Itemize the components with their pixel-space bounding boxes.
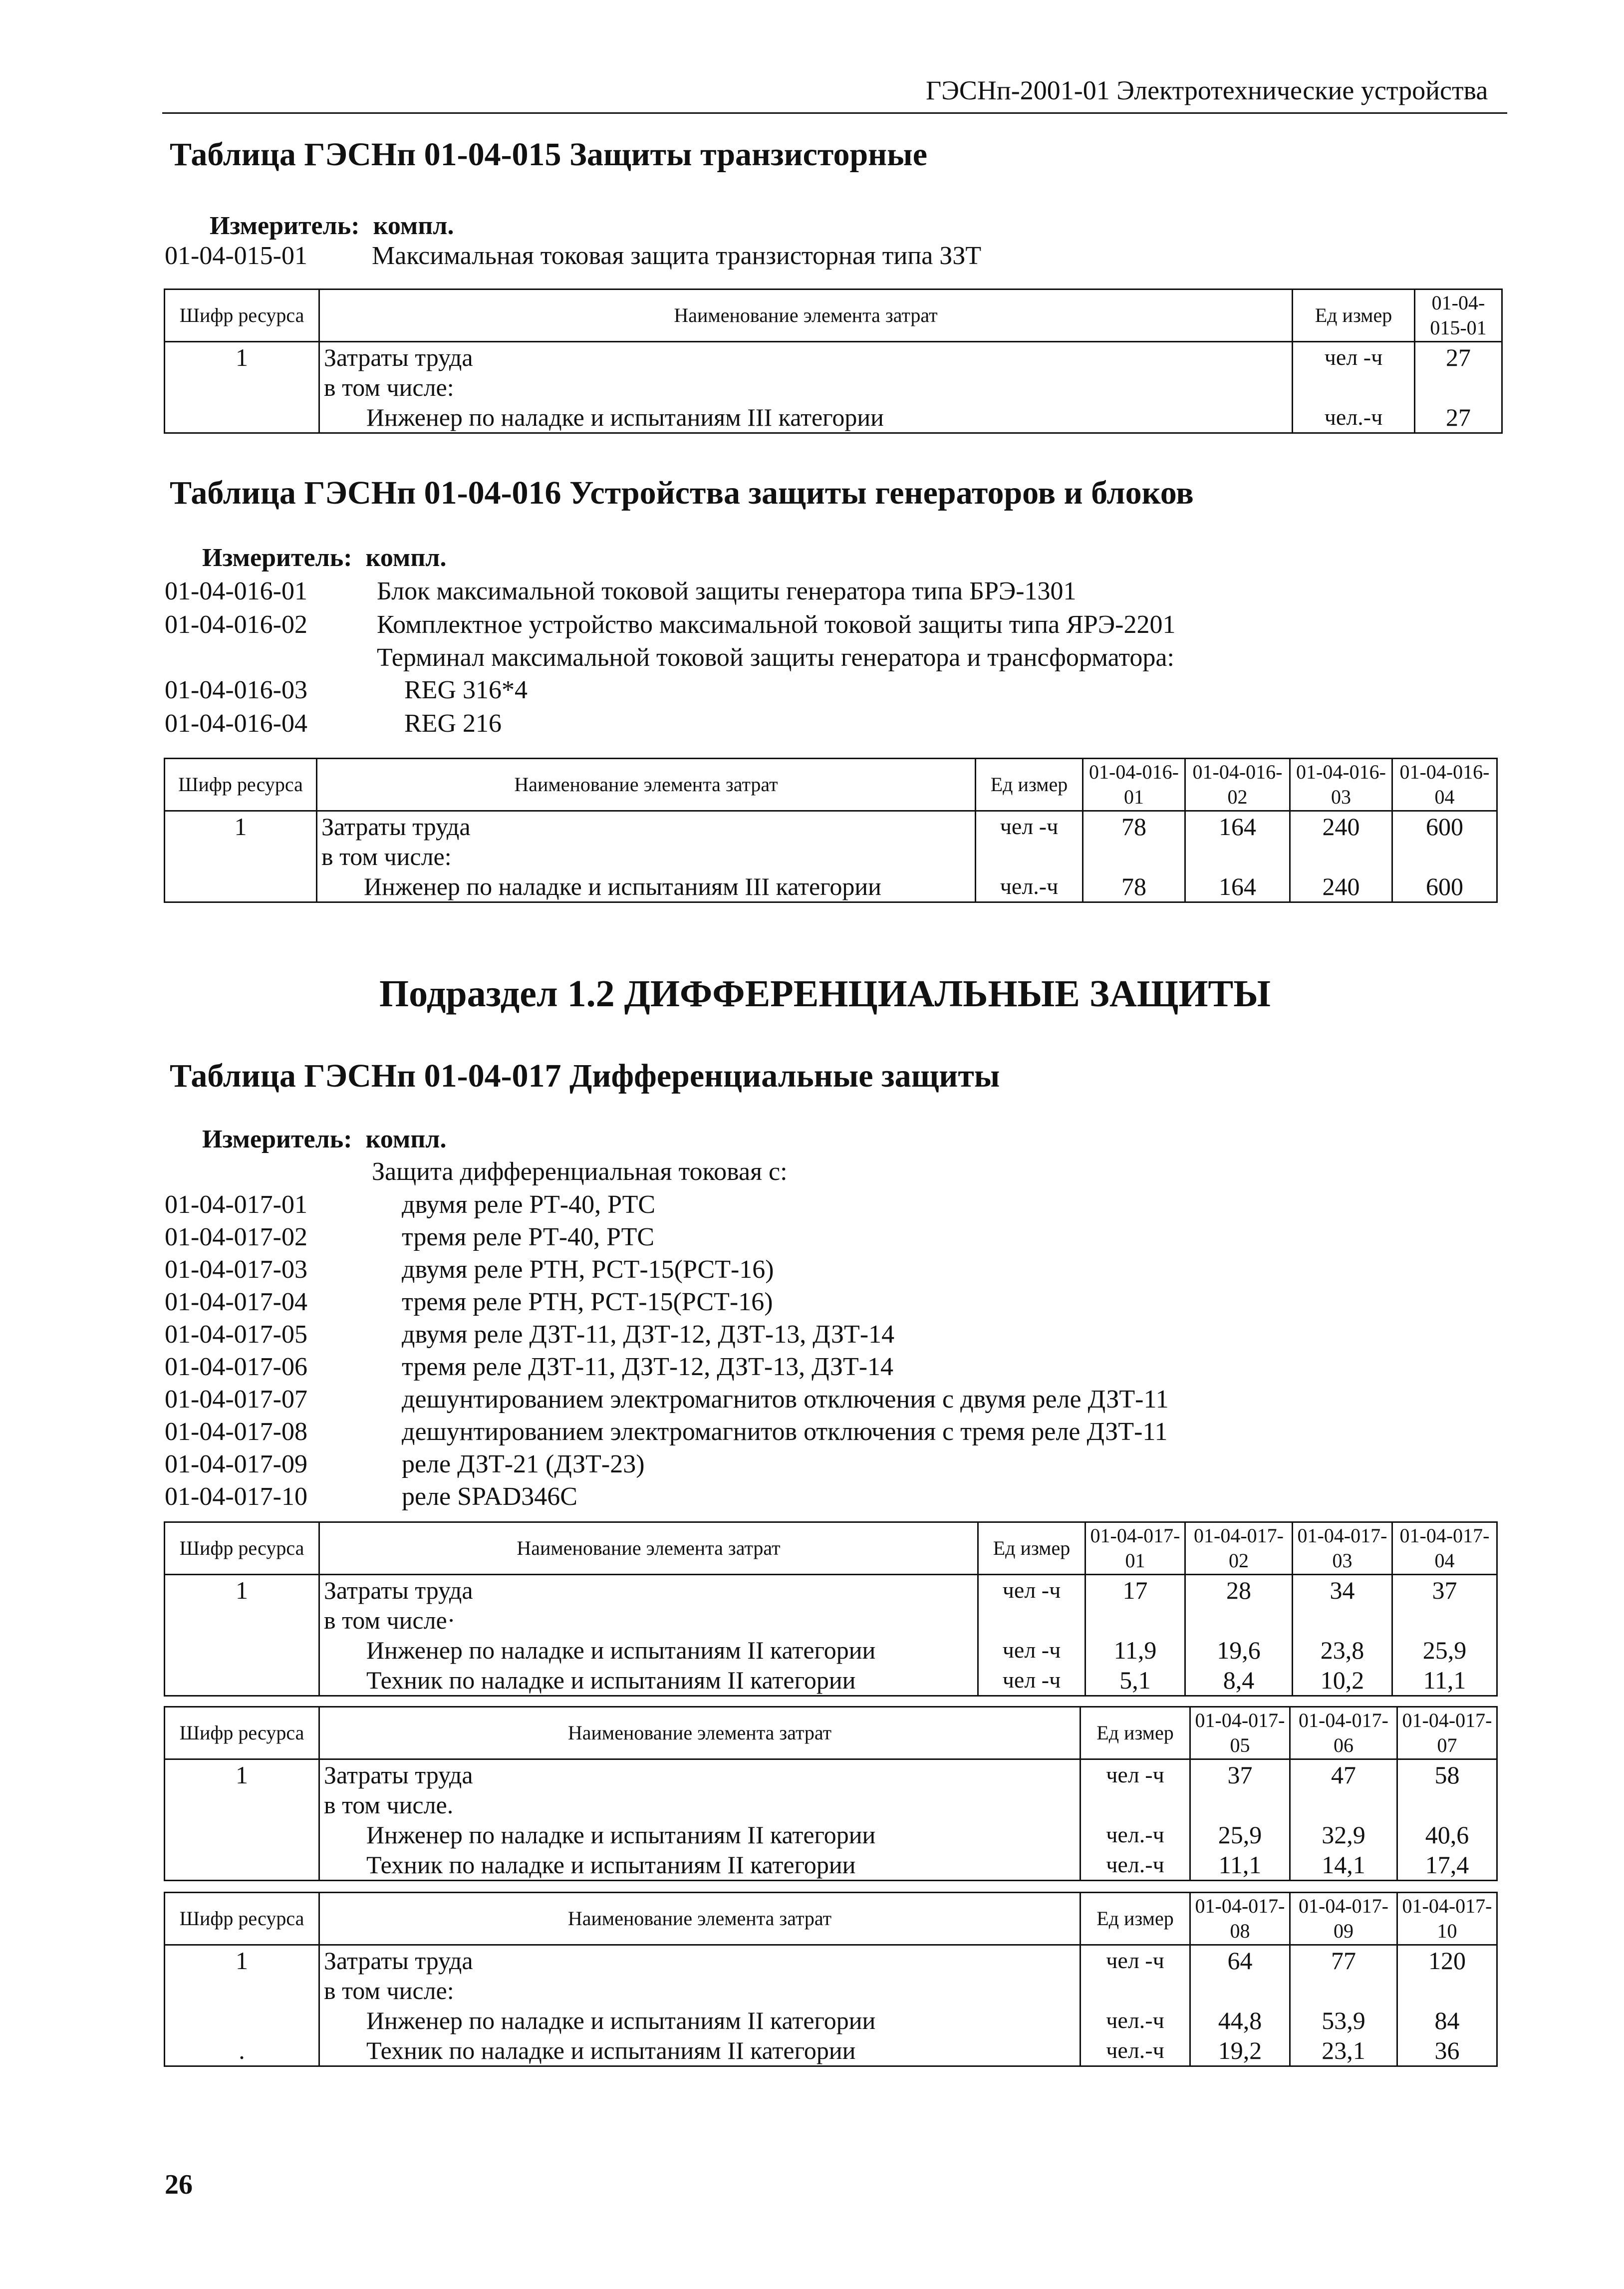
value-cell [1195, 1976, 1285, 2005]
value-cell: 10,2 [1320, 1666, 1364, 1694]
item-text: реле ДЗТ-21 (ДЗТ-23) [402, 1450, 645, 1478]
col-header-name: Наименование элемента затрат [319, 1893, 1081, 1945]
value-cell: 11,1 [1423, 1666, 1466, 1694]
value-cell: 164 [1219, 813, 1256, 841]
item-text: тремя реле РТ-40, РТС [402, 1223, 655, 1251]
item-code: 01-04-016-04 [165, 709, 307, 738]
unit-cell: чел.-ч [1106, 2007, 1164, 2033]
value-cell: 240 [1322, 813, 1360, 841]
cost-name-cell: Инженер по наладке и испытаниям III категории [366, 403, 884, 431]
resource-cell [169, 1850, 314, 1880]
unit-cell [980, 842, 1078, 871]
item-code: 01-04-016-03 [165, 676, 307, 704]
resource-cell: 1 [234, 813, 247, 841]
value-cell: 32,9 [1322, 1821, 1365, 1849]
unit-cell: чел -ч [1002, 1577, 1061, 1603]
value-cell: 47 [1331, 1761, 1356, 1789]
measure-unit-016 [202, 543, 446, 572]
value-cell: 77 [1331, 1947, 1356, 1975]
col-header-resource: Шифр ресурса [165, 1707, 319, 1759]
item-code: 01-04-016-01 [165, 577, 307, 605]
unit-cell: чел -ч [1106, 1762, 1164, 1787]
item-text: дешунтированием электромагнитов отключения с двумя реле ДЗТ-11 [402, 1385, 1169, 1414]
value-cell [1190, 842, 1285, 871]
item-text: REG 216 [404, 709, 502, 738]
value-cell: 600 [1426, 872, 1463, 900]
value-cell [1419, 372, 1497, 402]
value-cell: 37 [1432, 1576, 1457, 1604]
cost-name-cell: Техник по наладке и испытаниям II категории [366, 2036, 856, 2064]
unit-cell: чел.-ч [1106, 2037, 1164, 2063]
subsection-title: Подраздел 1.2 ДИФФЕРЕНЦИАЛЬНЫЕ ЗАЩИТЫ [379, 973, 1271, 1015]
cost-name-cell: Инженер по наладке и испытаниям II категории [366, 1636, 876, 1664]
item-code: 01-04-017-01 [165, 1190, 307, 1219]
norms-table-015 [164, 288, 1503, 434]
measure-unit-017 [202, 1125, 446, 1154]
value-cell: 11,9 [1113, 1636, 1157, 1664]
cost-name-cell: Техник по наладке и испытаниям II категории [366, 1851, 856, 1879]
col-header-resource: Шифр ресурса [165, 1522, 319, 1575]
value-cell: 17 [1122, 1576, 1148, 1604]
value-cell [1195, 1790, 1285, 1820]
table-015-title: Таблица ГЭСНп 01-04-015 Защиты транзисторные [170, 136, 927, 173]
resource-cell [169, 1635, 314, 1665]
norms-table-017-c [164, 1892, 1498, 2067]
resource-cell [169, 1976, 314, 2005]
value-cell: 64 [1227, 1947, 1253, 1975]
resource-cell [169, 1820, 314, 1850]
value-cell: 240 [1322, 872, 1360, 900]
value-cell: 34 [1330, 1576, 1355, 1604]
item-code: 01-04-017-10 [165, 1482, 307, 1511]
col-header-unit: Ед измер [978, 1522, 1085, 1575]
value-cell: 36 [1434, 2036, 1460, 2064]
norms-table-017-b [164, 1706, 1498, 1881]
resource-cell [169, 2005, 314, 2035]
item-text: Максимальная токовая защита транзисторная типа ЗЗТ [372, 242, 982, 270]
norms-table-016 [164, 758, 1498, 903]
meter-value: компл. [365, 1125, 447, 1153]
cost-name-cell: в том числе: [324, 1977, 454, 2004]
col-header-unit: Ед измер [1293, 289, 1415, 342]
resource-cell [169, 871, 312, 901]
item-code: 01-04-017-06 [165, 1353, 307, 1381]
item-text: дешунтированием электромагнитов отключения с тремя реле ДЗТ-11 [402, 1418, 1168, 1446]
item-text: REG 316*4 [404, 676, 528, 704]
value-cell: 84 [1434, 2006, 1460, 2034]
item-code: 01-04-017-03 [165, 1255, 307, 1284]
resource-cell [169, 1790, 314, 1820]
col-header-code: 01-04-017-01 [1085, 1522, 1185, 1575]
value-cell: 8,4 [1223, 1666, 1255, 1694]
unit-cell [1297, 372, 1410, 402]
cost-name-cell: Затраты труда [324, 1761, 473, 1789]
table-row [165, 1759, 1497, 1881]
value-cell: 53,9 [1322, 2006, 1365, 2034]
resource-cell: . [239, 2036, 245, 2064]
cost-name-cell: Затраты труда [321, 813, 471, 841]
item-text: Блок максимальной токовой защиты генератора типа БРЭ-1301 [377, 577, 1077, 605]
value-cell: 5,1 [1119, 1666, 1151, 1694]
value-cell: 11,1 [1218, 1851, 1262, 1879]
table-row [165, 342, 1502, 433]
cost-name-cell: Техник по наладке и испытаниям II категории [366, 1666, 856, 1694]
item-text: двумя реле РТН, РСТ-15(РСТ-16) [402, 1255, 774, 1284]
value-cell [1397, 842, 1492, 871]
unit-cell: чел.-ч [1000, 873, 1059, 899]
col-header-code: 01-04-016-03 [1290, 759, 1392, 811]
value-cell: 600 [1426, 813, 1463, 841]
value-cell: 19,6 [1217, 1636, 1261, 1664]
item-code: 01-04-017-07 [165, 1385, 307, 1414]
unit-cell: чел -ч [1106, 1948, 1164, 1973]
value-cell: 40,6 [1425, 1821, 1469, 1849]
item-code: 01-04-015-01 [165, 242, 307, 270]
table-row [165, 1945, 1497, 2066]
unit-cell [983, 1605, 1081, 1635]
value-cell: 27 [1446, 343, 1471, 371]
col-header-name: Наименование элемента затрат [317, 759, 976, 811]
resource-cell [169, 402, 314, 432]
item-text: Терминал максимальной токовой защиты генератора и трансформатора: [377, 643, 1174, 672]
col-header-resource: Шифр ресурса [165, 1893, 319, 1945]
value-cell [1402, 1790, 1492, 1820]
col-header-code: 01-04-017-02 [1185, 1522, 1293, 1575]
col-header-code: 01-04-016-01 [1083, 759, 1185, 811]
col-header-unit: Ед измер [976, 759, 1083, 811]
unit-cell: чел -ч [1002, 1637, 1061, 1663]
col-header-code: 01-04-017-09 [1290, 1893, 1397, 1945]
meter-label: Измеритель: [210, 212, 360, 240]
value-cell: 120 [1428, 1947, 1466, 1975]
resource-cell: 1 [236, 1576, 248, 1604]
unit-cell: чел.-ч [1324, 404, 1383, 430]
col-header-unit: Ед измер [1081, 1707, 1190, 1759]
table-017-title: Таблица ГЭСНп 01-04-017 Дифференциальные защиты [170, 1058, 1000, 1094]
item-code: 01-04-017-08 [165, 1418, 307, 1446]
meter-value: компл. [373, 212, 454, 240]
value-cell: 78 [1121, 813, 1146, 841]
value-cell: 37 [1227, 1761, 1253, 1789]
resource-cell [169, 842, 312, 871]
col-header-code: 01-04-017-05 [1190, 1707, 1290, 1759]
resource-cell [169, 1605, 314, 1635]
value-cell: 19,2 [1218, 2036, 1262, 2064]
item-code: 01-04-017-02 [165, 1223, 307, 1251]
value-cell [1297, 1605, 1387, 1635]
item-code: 01-04-017-09 [165, 1450, 307, 1478]
meter-label: Измеритель: [202, 544, 352, 572]
col-header-code: 01-04-015-01 [1415, 289, 1502, 342]
col-header-name: Наименование элемента затрат [319, 1707, 1081, 1759]
item-text: реле SPAD346C [402, 1482, 577, 1511]
col-header-code: 01-04-017-06 [1290, 1707, 1397, 1759]
table-016-title: Таблица ГЭСНп 01-04-016 Устройства защиты генераторов и блоков [170, 475, 1194, 511]
meter-label: Измеритель: [202, 1125, 352, 1153]
table-row [165, 1575, 1497, 1696]
item-intro: Защита дифференциальная токовая с: [372, 1157, 788, 1186]
cost-name-cell: Затраты труда [324, 1947, 473, 1975]
value-cell: 14,1 [1322, 1851, 1365, 1879]
col-header-code: 01-04-017-04 [1392, 1522, 1497, 1575]
value-cell: 17,4 [1425, 1851, 1469, 1879]
value-cell [1090, 1605, 1180, 1635]
value-cell: 25,9 [1218, 1821, 1262, 1849]
cost-name-cell: Инженер по наладке и испытаниям II категории [366, 1821, 876, 1849]
value-cell: 58 [1434, 1761, 1460, 1789]
item-code: 01-04-017-05 [165, 1320, 307, 1349]
item-text: тремя реле РТН, РСТ-15(РСТ-16) [402, 1288, 773, 1316]
col-header-name: Наименование элемента затрат [319, 289, 1293, 342]
value-cell [1295, 1790, 1392, 1820]
value-cell: 164 [1219, 872, 1256, 900]
cost-name-cell: Затраты труда [324, 1576, 473, 1604]
value-cell: 78 [1121, 872, 1146, 900]
resource-cell: 1 [236, 1947, 248, 1975]
item-code: 01-04-017-04 [165, 1288, 307, 1316]
col-header-resource: Шифр ресурса [165, 759, 317, 811]
item-text: Комплектное устройство максимальной токовой защиты типа ЯРЭ-2201 [377, 610, 1176, 639]
value-cell [1402, 1976, 1492, 2005]
unit-cell: чел.-ч [1106, 1852, 1164, 1877]
measure-unit-015 [210, 211, 454, 241]
resource-cell [169, 372, 314, 402]
unit-cell: чел -ч [1002, 1667, 1061, 1693]
resource-cell [169, 1665, 314, 1695]
value-cell [1295, 842, 1387, 871]
cost-name-cell: Затраты труда [324, 343, 473, 371]
value-cell [1397, 1605, 1492, 1635]
col-header-code: 01-04-017-08 [1190, 1893, 1290, 1945]
cost-name-cell: в том числе· [324, 1606, 456, 1634]
cost-name-cell: в том числе. [324, 1791, 454, 1819]
cost-name-cell: Инженер по наладке и испытаниям II категории [366, 2006, 876, 2034]
resource-cell: 1 [236, 1761, 248, 1789]
page-number: 26 [165, 2169, 193, 2200]
value-cell [1190, 1605, 1288, 1635]
col-header-code: 01-04-017-03 [1293, 1522, 1392, 1575]
col-header-code: 01-04-016-02 [1185, 759, 1290, 811]
unit-cell [1085, 1976, 1185, 2005]
item-text: двумя реле РТ-40, РТС [402, 1190, 656, 1219]
value-cell: 28 [1226, 1576, 1251, 1604]
running-header: ГЭСНп-2001-01 Электротехнические устройства [926, 75, 1488, 105]
value-cell: 44,8 [1218, 2006, 1262, 2034]
unit-cell: чел -ч [1000, 814, 1059, 839]
unit-cell: чел.-ч [1106, 1822, 1164, 1847]
cost-name-cell: Инженер по наладке и испытаниям III категории [364, 872, 881, 900]
norms-table-017-a [164, 1521, 1498, 1697]
col-header-unit: Ед измер [1081, 1893, 1190, 1945]
resource-cell: 1 [236, 343, 248, 371]
value-cell: 25,9 [1422, 1636, 1467, 1664]
col-header-code: 01-04-017-07 [1397, 1707, 1497, 1759]
value-cell: 23,1 [1322, 2036, 1365, 2064]
unit-cell: чел -ч [1324, 344, 1383, 370]
header-rule [162, 112, 1507, 114]
meter-value: компл. [365, 544, 447, 572]
item-code: 01-04-016-02 [165, 610, 307, 639]
item-text: тремя реле ДЗТ-11, ДЗТ-12, ДЗТ-13, ДЗТ-14 [402, 1353, 894, 1381]
value-cell: 27 [1446, 403, 1471, 431]
col-header-code: 01-04-017-10 [1397, 1893, 1497, 1945]
unit-cell [1085, 1790, 1185, 1820]
item-text: двумя реле ДЗТ-11, ДЗТ-12, ДЗТ-13, ДЗТ-14 [402, 1320, 895, 1349]
table-row [165, 811, 1497, 902]
value-cell: 23,8 [1320, 1636, 1364, 1664]
col-header-name: Наименование элемента затрат [319, 1522, 978, 1575]
cost-name-cell: в том числе: [324, 373, 454, 401]
col-header-resource: Шифр ресурса [165, 289, 319, 342]
value-cell [1087, 842, 1180, 871]
value-cell [1295, 1976, 1392, 2005]
col-header-code: 01-04-016-04 [1392, 759, 1497, 811]
cost-name-cell: в том числе: [321, 843, 452, 870]
